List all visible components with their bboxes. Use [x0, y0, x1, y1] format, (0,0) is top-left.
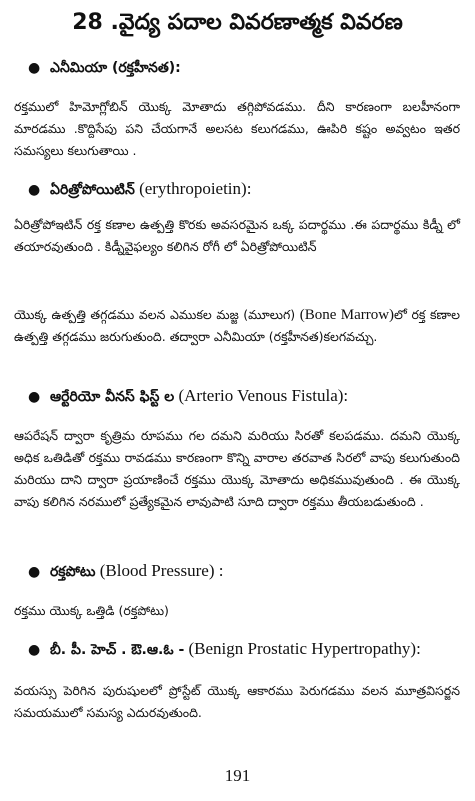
- heading-blood-pressure-te: రక్తపోటు: [50, 564, 96, 580]
- heading-bph: [28, 638, 421, 661]
- paragraph-blood-pressure: రక్తము యొక్క ఒత్తిడి (రక్తపోటు): [14, 603, 169, 618]
- paragraph-bph: వయస్సు పెరిగిన పురుషులలో ప్రోస్టేట్ యొక్క ఆకారము పెరుగడము వలన మూత్రవిసర్జన సమయములో సమస్య ఎదురవుతుంది.: [14, 683, 460, 720]
- bullet-icon: ●: [28, 60, 41, 76]
- paragraph-av-fistula: ఆపరేషన్ ద్వారా కృత్రిమ రూపము గల దమని మరియు సిరతో కలపడము. దమని యొక్క అధిక ఒతిడితో రక్తము రావడము కారణంగా కొన్ని వారాల తరవాత సిరలో వాపు కలుగుతుంది మరియు దాని ద్వారా ప్రయాణించే రక్తము యొక్క మోతాదు అధికమువుతుంది . ఈ యొక్క వాపు కలిగిన నరములో ప్రత్యేకమైన లావుపాటి సూది ద్వారా రక్తము తీయబడుతుంది .: [14, 428, 460, 509]
- page-number: 191: [224, 766, 251, 785]
- heading-av-fistula: [28, 385, 348, 408]
- paragraph-erythropoietin-1: ఏరిత్రోపోఇటిన్ రక్త కణాల ఉత్పత్తి కొరకు అవసరమైన ఒక్క పదార్థము .ఈ పదార్థము కిడ్నీ లో తయారవుతుంది . కిడ్నీవైఫల్యం కలిగిన రోగీ లో ఏరిత్రోపోయిటిన్: [14, 217, 460, 254]
- heading-erythropoietin-te: ఏరిత్రోపోయిటిన్: [50, 182, 135, 198]
- paragraph-anemia: రక్తములో హిమోగ్లోబిన్ యొక్క మోతాదు తగ్గిపోవడము. దీని కారణంగా బలహీనంగా మారడము .కొద్దిసేపు పని చేయగానే అలసట కలుగడము, ఊపిరి కష్టం అవ్వటం ఇతర సమస్యలు కలుగుతాయి .: [14, 99, 460, 158]
- heading-anemia-te: ఎనీమియా (రక్తహీనత):: [50, 60, 181, 76]
- page-title: 28 .వైద్య పదాల వివరణాత్మక వివరణ: [72, 10, 403, 35]
- paragraph-erythropoietin-2: [14, 304, 460, 348]
- paragraph-erythropoietin-2-part1: యొక్క ఉత్పత్తి తగ్గడము వలన ఎముకల మజ్జ (మూలుగ): [14, 307, 300, 322]
- heading-bph-en: (Benign Prostatic Hypertropathy):: [184, 639, 421, 658]
- bullet-icon: ●: [28, 182, 41, 198]
- bullet-icon: ●: [28, 564, 41, 580]
- heading-anemia: [28, 56, 181, 79]
- heading-blood-pressure: [28, 560, 223, 583]
- bone-marrow-term: (Bone Marrow): [299, 307, 395, 323]
- heading-av-fistula-te: ఆర్టేరియో వీనస్ ఫిస్ట్ ల: [50, 389, 175, 405]
- bullet-icon: ●: [28, 389, 41, 405]
- bullet-icon: ●: [28, 642, 41, 658]
- heading-blood-pressure-en: (Blood Pressure) :: [95, 561, 224, 580]
- heading-erythropoietin-en: (erythropoietin):: [134, 179, 252, 198]
- paragraph-erythropoietin-2-part2: లో రక్త కణాల ఉత్పత్తి తగ్గడము జరుగుతుంది. తద్వారా ఎనీమియా (రక్తహీనత)కలగవచ్చు.: [14, 307, 460, 344]
- heading-erythropoietin: [28, 178, 251, 201]
- heading-bph-te: బీ. పీ. హెచ్ . ఔ.ఆ.ఓ -: [50, 642, 185, 658]
- heading-av-fistula-en: (Arterio Venous Fistula):: [174, 386, 349, 405]
